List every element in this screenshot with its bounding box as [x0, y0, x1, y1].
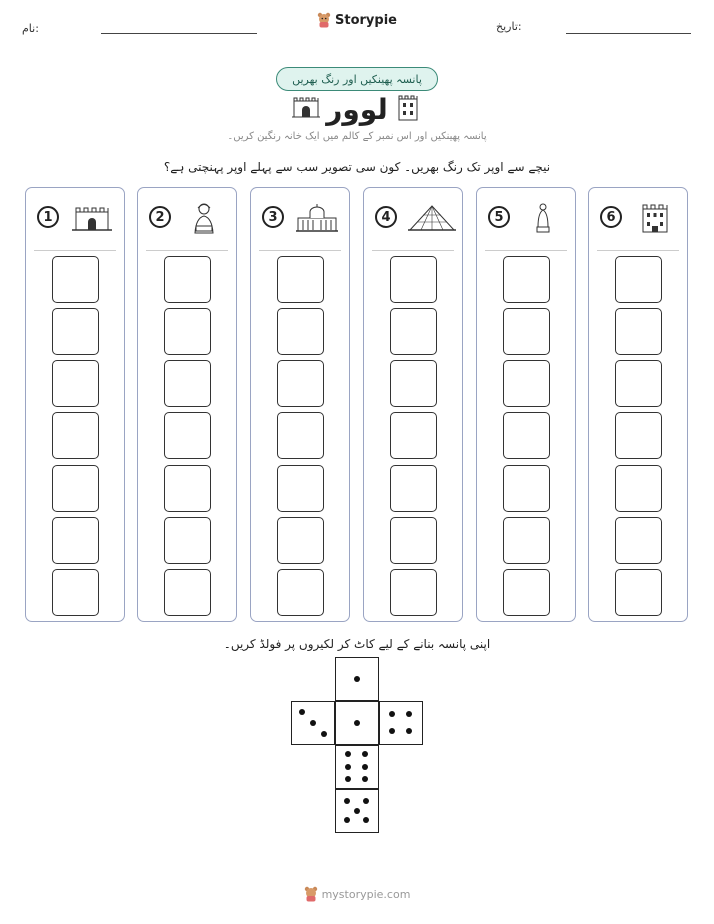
- color-box[interactable]: [277, 465, 324, 512]
- color-box[interactable]: [277, 569, 324, 616]
- color-box[interactable]: [503, 569, 550, 616]
- column-1: [25, 187, 125, 622]
- subtitle: پانسہ پھینکیں اور اس نمبر کے کالم میں ایک خانہ رنگین کریں۔: [227, 131, 487, 142]
- die-pip: [362, 776, 368, 782]
- die-pip: [354, 808, 360, 814]
- column-number: 1: [37, 206, 59, 228]
- color-box[interactable]: [277, 308, 324, 355]
- column-6: [588, 187, 688, 622]
- column-number: 2: [149, 206, 171, 228]
- color-box[interactable]: [503, 256, 550, 303]
- woman-figure-icon: [182, 202, 226, 234]
- color-box[interactable]: [390, 517, 437, 564]
- color-box[interactable]: [503, 308, 550, 355]
- die-pip: [354, 676, 360, 682]
- name-label: نام:: [22, 22, 39, 35]
- bear-mascot-icon: [304, 886, 318, 902]
- column-header: [477, 202, 575, 236]
- column-3: [250, 187, 350, 622]
- color-box[interactable]: [390, 256, 437, 303]
- die-pip: [321, 731, 327, 737]
- color-box[interactable]: [164, 517, 211, 564]
- color-box[interactable]: [52, 465, 99, 512]
- die-pip: [299, 709, 305, 715]
- column-2: [137, 187, 237, 622]
- column-header: [364, 202, 462, 236]
- color-box[interactable]: [503, 360, 550, 407]
- column-number: 5: [488, 206, 510, 228]
- column-divider: [259, 250, 341, 251]
- color-box[interactable]: [164, 360, 211, 407]
- activity-badge: پانسہ پھینکیں اور رنگ بھریں: [276, 67, 438, 91]
- color-box[interactable]: [52, 256, 99, 303]
- tower-icon: [395, 93, 421, 121]
- color-box[interactable]: [503, 517, 550, 564]
- brand-name: Storypie: [335, 12, 397, 28]
- color-box[interactable]: [390, 308, 437, 355]
- die-face-5: [335, 789, 379, 833]
- die-pip: [389, 711, 395, 717]
- die-face-6: [335, 745, 379, 789]
- color-box[interactable]: [52, 308, 99, 355]
- column-header: [138, 202, 236, 236]
- die-pip: [310, 720, 316, 726]
- color-box[interactable]: [52, 569, 99, 616]
- column-divider: [597, 250, 679, 251]
- color-box[interactable]: [615, 569, 662, 616]
- color-box[interactable]: [615, 517, 662, 564]
- bear-mascot-icon: [317, 12, 331, 28]
- die-pip: [406, 711, 412, 717]
- palace-icon: [295, 202, 339, 234]
- color-box[interactable]: [164, 569, 211, 616]
- color-box[interactable]: [615, 360, 662, 407]
- color-box[interactable]: [390, 465, 437, 512]
- column-divider: [372, 250, 454, 251]
- die-face-1: [335, 657, 379, 701]
- die-pip: [344, 798, 350, 804]
- footer: [0, 886, 714, 902]
- color-box[interactable]: [277, 256, 324, 303]
- color-box[interactable]: [164, 308, 211, 355]
- die-pip: [345, 751, 351, 757]
- die-pip: [362, 751, 368, 757]
- die-pip: [406, 728, 412, 734]
- column-number: 4: [375, 206, 397, 228]
- statue-icon: [521, 202, 565, 234]
- die-face-4: [379, 701, 423, 745]
- color-box[interactable]: [277, 360, 324, 407]
- color-box[interactable]: [390, 412, 437, 459]
- column-header: [26, 202, 124, 236]
- column-divider: [146, 250, 228, 251]
- die-pip: [362, 764, 368, 770]
- die-face-3: [291, 701, 335, 745]
- column-4: [363, 187, 463, 622]
- color-box[interactable]: [615, 308, 662, 355]
- color-box[interactable]: [52, 517, 99, 564]
- brand-logo: [0, 12, 714, 28]
- color-box[interactable]: [390, 360, 437, 407]
- tower-icon: [633, 202, 677, 234]
- die-pip: [354, 720, 360, 726]
- cut-instruction: اپنی پانسہ بنانے کے لیے کاٹ کر لکیروں پر فولڈ کریں۔: [223, 637, 491, 651]
- color-box[interactable]: [164, 465, 211, 512]
- castle-icon: [70, 202, 114, 234]
- date-label: تاریخ:: [496, 20, 522, 33]
- color-box[interactable]: [277, 412, 324, 459]
- color-box[interactable]: [615, 465, 662, 512]
- column-header: [589, 202, 687, 236]
- column-number: 6: [600, 206, 622, 228]
- die-pip: [344, 817, 350, 823]
- die-pip: [345, 764, 351, 770]
- instruction-text: نیچے سے اوپر تک رنگ بھریں۔ کون سی تصویر سب سے پہلے اوپر پہنچتی ہے؟: [163, 160, 551, 174]
- footer-url[interactable]: mystorypie.com: [321, 887, 411, 901]
- date-field-line[interactable]: [566, 33, 691, 34]
- column-header: [251, 202, 349, 236]
- color-box[interactable]: [615, 256, 662, 303]
- color-box[interactable]: [277, 517, 324, 564]
- die-pip: [363, 798, 369, 804]
- color-box[interactable]: [164, 412, 211, 459]
- column-divider: [34, 250, 116, 251]
- die-face-1: [335, 701, 379, 745]
- color-box[interactable]: [503, 465, 550, 512]
- die-pip: [345, 776, 351, 782]
- die-pip: [389, 728, 395, 734]
- color-box[interactable]: [52, 412, 99, 459]
- die-pip: [363, 817, 369, 823]
- name-field-line[interactable]: [101, 33, 257, 34]
- column-divider: [485, 250, 567, 251]
- column-number: 3: [262, 206, 284, 228]
- page-title: لوور: [326, 93, 388, 126]
- column-5: [476, 187, 576, 622]
- pyramid-icon: [408, 202, 452, 234]
- color-box[interactable]: [615, 412, 662, 459]
- color-box[interactable]: [390, 569, 437, 616]
- color-box[interactable]: [503, 412, 550, 459]
- color-box[interactable]: [164, 256, 211, 303]
- color-box[interactable]: [52, 360, 99, 407]
